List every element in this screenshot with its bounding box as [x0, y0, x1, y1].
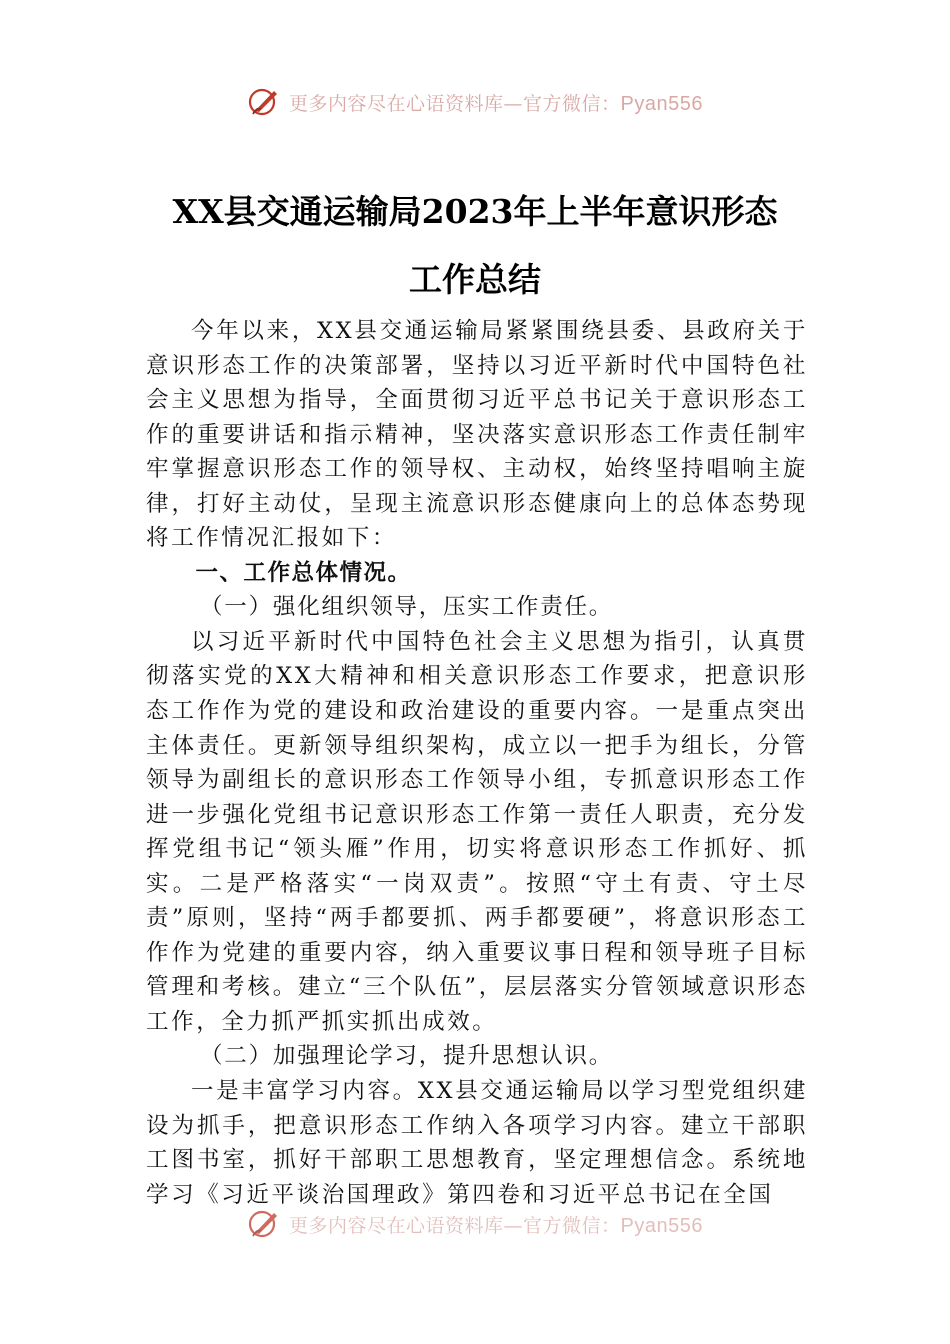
header-watermark — [0, 82, 950, 122]
subsection-2-paragraph: 一是丰富学习内容。XX县交通运输局以学习型党组织建设为抓手，把意识形态工作纳入各项学习内容。建立干部职工图书室，抓好干部职工思想教育，坚定理想信念。系统地学习《习近平谈治国理政》第四卷和习近平总书记在全国 — [146, 1078, 808, 1208]
section-heading-1: 一、工作总体情况。 — [195, 559, 412, 586]
footer-watermark — [0, 1204, 950, 1244]
subsection-heading-2: （二）加强理论学习，提升思想认识。 — [200, 1043, 614, 1070]
watermark-text — [289, 89, 703, 116]
document-title-line-1: XX县交通运输局2023年上半年意识形态 — [172, 192, 778, 231]
subsection-heading-1: （一）强化组织领导，压实工作责任。 — [200, 594, 614, 621]
pen-quill-logo-icon — [247, 1207, 281, 1241]
watermark-wechat-id: Pyan556 — [620, 1214, 703, 1237]
watermark-wechat-id: Pyan556 — [620, 92, 703, 115]
watermark-text — [289, 1211, 703, 1238]
document-title-line-2: 工作总结 — [409, 260, 541, 299]
intro-paragraph: 今年以来，XX县交通运输局紧紧围绕县委、县政府关于意识形态工作的决策部署，坚持以习近平新时代中国特色社会主义思想为指导，全面贯彻习近平总书记关于意识形态工作的重要讲话和指示精神，坚决落实意识形态工作责任制牢牢掌握意识形态工作的领导权、主动权，始终坚持唱响主旋律，打好主动仗，呈现主流意识形态健康向上的总体态势现将工作情况汇报如下： — [146, 318, 808, 552]
document-body — [146, 314, 808, 1212]
watermark-label: 更多内容尽在心语资料库—官方微信： — [289, 1214, 621, 1237]
watermark-label: 更多内容尽在心语资料库—官方微信： — [289, 92, 621, 115]
subsection-1-paragraph: 以习近平新时代中国特色社会主义思想为指引，认真贯彻落实党的XX大精神和相关意识形态工作要求，把意识形态工作作为党的建设和政治建设的重要内容。一是重点突出主体责任。更新领导组织架构，成立以一把手为组长，分管领导为副组长的意识形态工作领导小组，专抓意识形态工作进一步强化党组书记意识形态工作第一责任人职责，充分发挥党组书记“领头雁”作用，切实将意识形态工作抓好、抓实。二是严格落实“一岗双责”。按照“守土有责、守土尽责”原则，坚持“两手都要抓、两手都要硬”，将意识形态工作作为党建的重要内容，纳入重要议事日程和领导班子目标管理和考核。建立“三个队伍”，层层落实分管领域意识形态工作，全力抓严抓实抓出成效。 — [146, 628, 808, 1035]
pen-quill-logo-icon — [247, 85, 281, 119]
